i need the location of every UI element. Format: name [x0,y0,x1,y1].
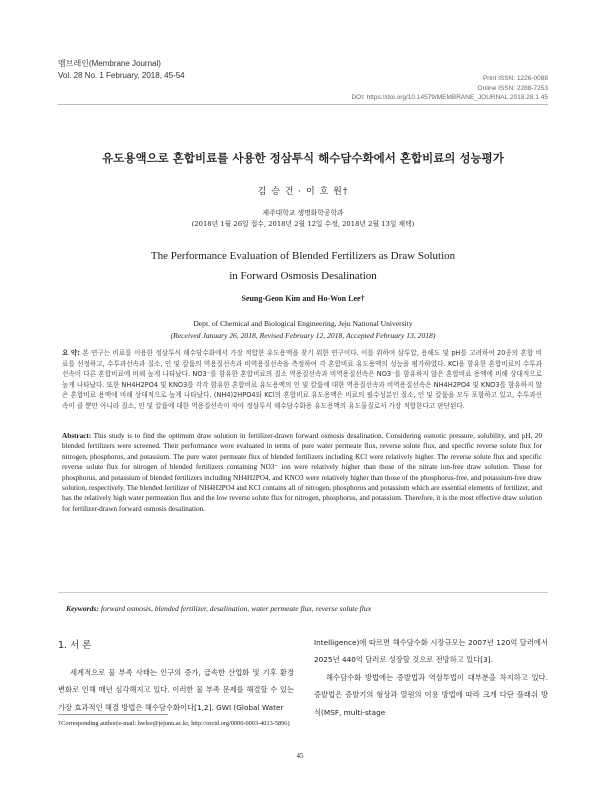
abstract-korean-text: 본 연구는 비료를 이용한 정삼투식 해수담수화에서 가장 적합한 유도용액을 찾기 위한 연구이다. 이를 위하여 삼투압, 용해도 및 pH를 고려하여 20종의 혼합 비료를 선정하고, 수투과선속과 질소, 인 및 칼륨의 역용질선속과 비역용질선속을 측정하여 각 혼합비료 유도용액의 성능을 평가하였다. KCl을 함유한 혼합비료의 수투과선속이 다른 혼합비료에 비해 높게 나타났다. NO3⁻를 함유한 혼합비료의 질소 역용질선속과 비역용질선속은 NO3⁻를 함유하지 않은 혼합비료 용액에 비해 상대적으로 높게 나타났다. 또한 NH4H2PO4 및 KNO3를 각각 함유한 혼합비료 유도용액의 인 및 칼륨에 대한 역용질선속과 비역용질선속은 NH4H2PO4 및 KNO3를 함유하지 않은 혼합비료 용액에 비해 상대적으로 높게 나타났다. (NH4)2HPO4와 KCl의 혼합비료 유도용액은 비료의 필수성분인 질소, 인 및 칼륨을 모두 포함하고 있고, 수투과선속이 클 뿐만 아니라 질소, 인 및 칼륨에 대한 역용질선속이 작아 정삼투식 해수담수화용 유도용액의 유도물질로서 가장 적합한다고 판단된다. [62,349,542,410]
keywords-text: forward osmosis, blended fertilizer, desalination, water permeate flux, reverse solute flux [100,604,372,613]
journal-volume: Vol. 28 No. 1 February, 2018, 45-54 [58,71,185,80]
footnote-divider [58,714,168,715]
abstract-english-label: Abstract: [62,432,92,440]
intro-left-column: 세계적으로 물 부족 사태는 인구의 증가, 급속한 산업화 및 기후 환경 변화로 인해 매년 심각해지고 있다. 이러한 물 부족 문제를 해결할 수 있는 가장 효과적인 해결 방법은 해수담수화이다[1,2]. GWI (Global Water [58,668,294,712]
affiliation-korean: 제주대학교 생명화학공학과 [262,209,344,217]
doi: DOI: https://doi.org/10.14579/MEMBRANE_JOURNAL.2018.28.1.45 [351,94,548,101]
abstract-korean [62,348,542,412]
dates-english: (Received January 26, 2018, Revised February 12, 2018, Accepted February 13, 2018) [170,331,436,340]
page-number: 45 [296,752,304,760]
authors-english: Seung-Geon Kim and Ho-Won Lee† [241,294,365,303]
affiliation-english-block [58,318,548,342]
keywords-label: Keywords: [66,604,99,613]
abstract-english [62,431,542,514]
issn-block [351,74,548,103]
intro-right-paragraph-2: 해수담수화 방법에는 증발법과 역삼투법이 대부분을 차지하고 있다. 증발법은 증발기의 형상과 열원의 이용 방법에 따라 크게 다단 플래쉬 방식(MSF, multi-stage [314,672,548,717]
corresponding-author-footnote: †Corresponding author(e-mail: hwlee@jejunu.ac.kr, http://orcid.org/0000-0003-4013-5896) [58,720,290,727]
print-issn: Print ISSN: 1226-0088 [482,75,548,82]
title-english [58,246,548,286]
header-divider [58,104,548,105]
intro-right-paragraph-1: Intelligence)에 따르면 해수담수화 시장규모는 2007년 120억 달러에서 2025년 440억 달러로 성장할 것으로 전망하고 있다[3]. [314,638,548,665]
dates-korean: (2018년 1월 26일 접수, 2018년 2월 12일 수정, 2018년 2월 13일 채택) [191,220,415,228]
affiliation-korean-block [58,208,548,230]
abstract-korean-label: 요 약: [62,349,80,357]
title-english-line1: The Performance Evaluation of Blended Fertilizers as Draw Solution [150,250,456,262]
online-issn: Online ISSN: 2288-7253 [477,84,548,92]
intro-right-column [314,634,548,721]
section-heading-intro: 1. 서 론 [58,640,92,651]
affiliation-english: Dept. of Chemical and Biological Engineering, Jeju National University [193,319,413,328]
authors-korean: 김 승 건 · 이 호 원† [257,187,349,197]
keywords-divider [58,592,548,593]
title-korean: 유도용액으로 혼합비료를 사용한 정삼투식 해수담수화에서 혼합비료의 성능평가 [102,151,504,165]
keywords [66,604,546,613]
journal-name: 멤브레인(Membrane Journal) [58,59,161,68]
title-english-line2: in Forward Osmosis Desalination [229,270,377,282]
abstract-english-text: This study is to find the optimum draw solution in fertilizer-drawn forward osmosis desalination. Considering osmotic pressure, solubility, and pH, 20 blended fertilizers were screened. Their performance were evaluated in terms of pure water permeate flux, reverse solute flux, and specific reverse solute flux for nitrogen, phosphorus, and potassium. The pure water permeate flux of blended fertilizers including KCl were relatively higher. The reverse solute flux and specific reverse solute flux for nitrogen of blended fertilizers containing NO3⁻ ion were relatively higher than those of the nitrate ion-free draw solution. Those for phosphorus, and potassium of blended fertilizers including NH4H2PO4, and KNO3 were relatively higher than those of the phosphorus-free, and potassium-free draw solution, respectively. The blended fertilizer of NH4H2PO4 and KCl contains all of nitrogen, phosphorus and potassium which are essential elements of fertilizer, and has the relatively high water permeation flux and the low reverse solute flux for nitrogen, phosphorus, and potassium. Therefore, it is the most effective draw solution for fertilizer-drawn forward osmosis desalination. [62,432,542,513]
journal-header [58,58,185,82]
